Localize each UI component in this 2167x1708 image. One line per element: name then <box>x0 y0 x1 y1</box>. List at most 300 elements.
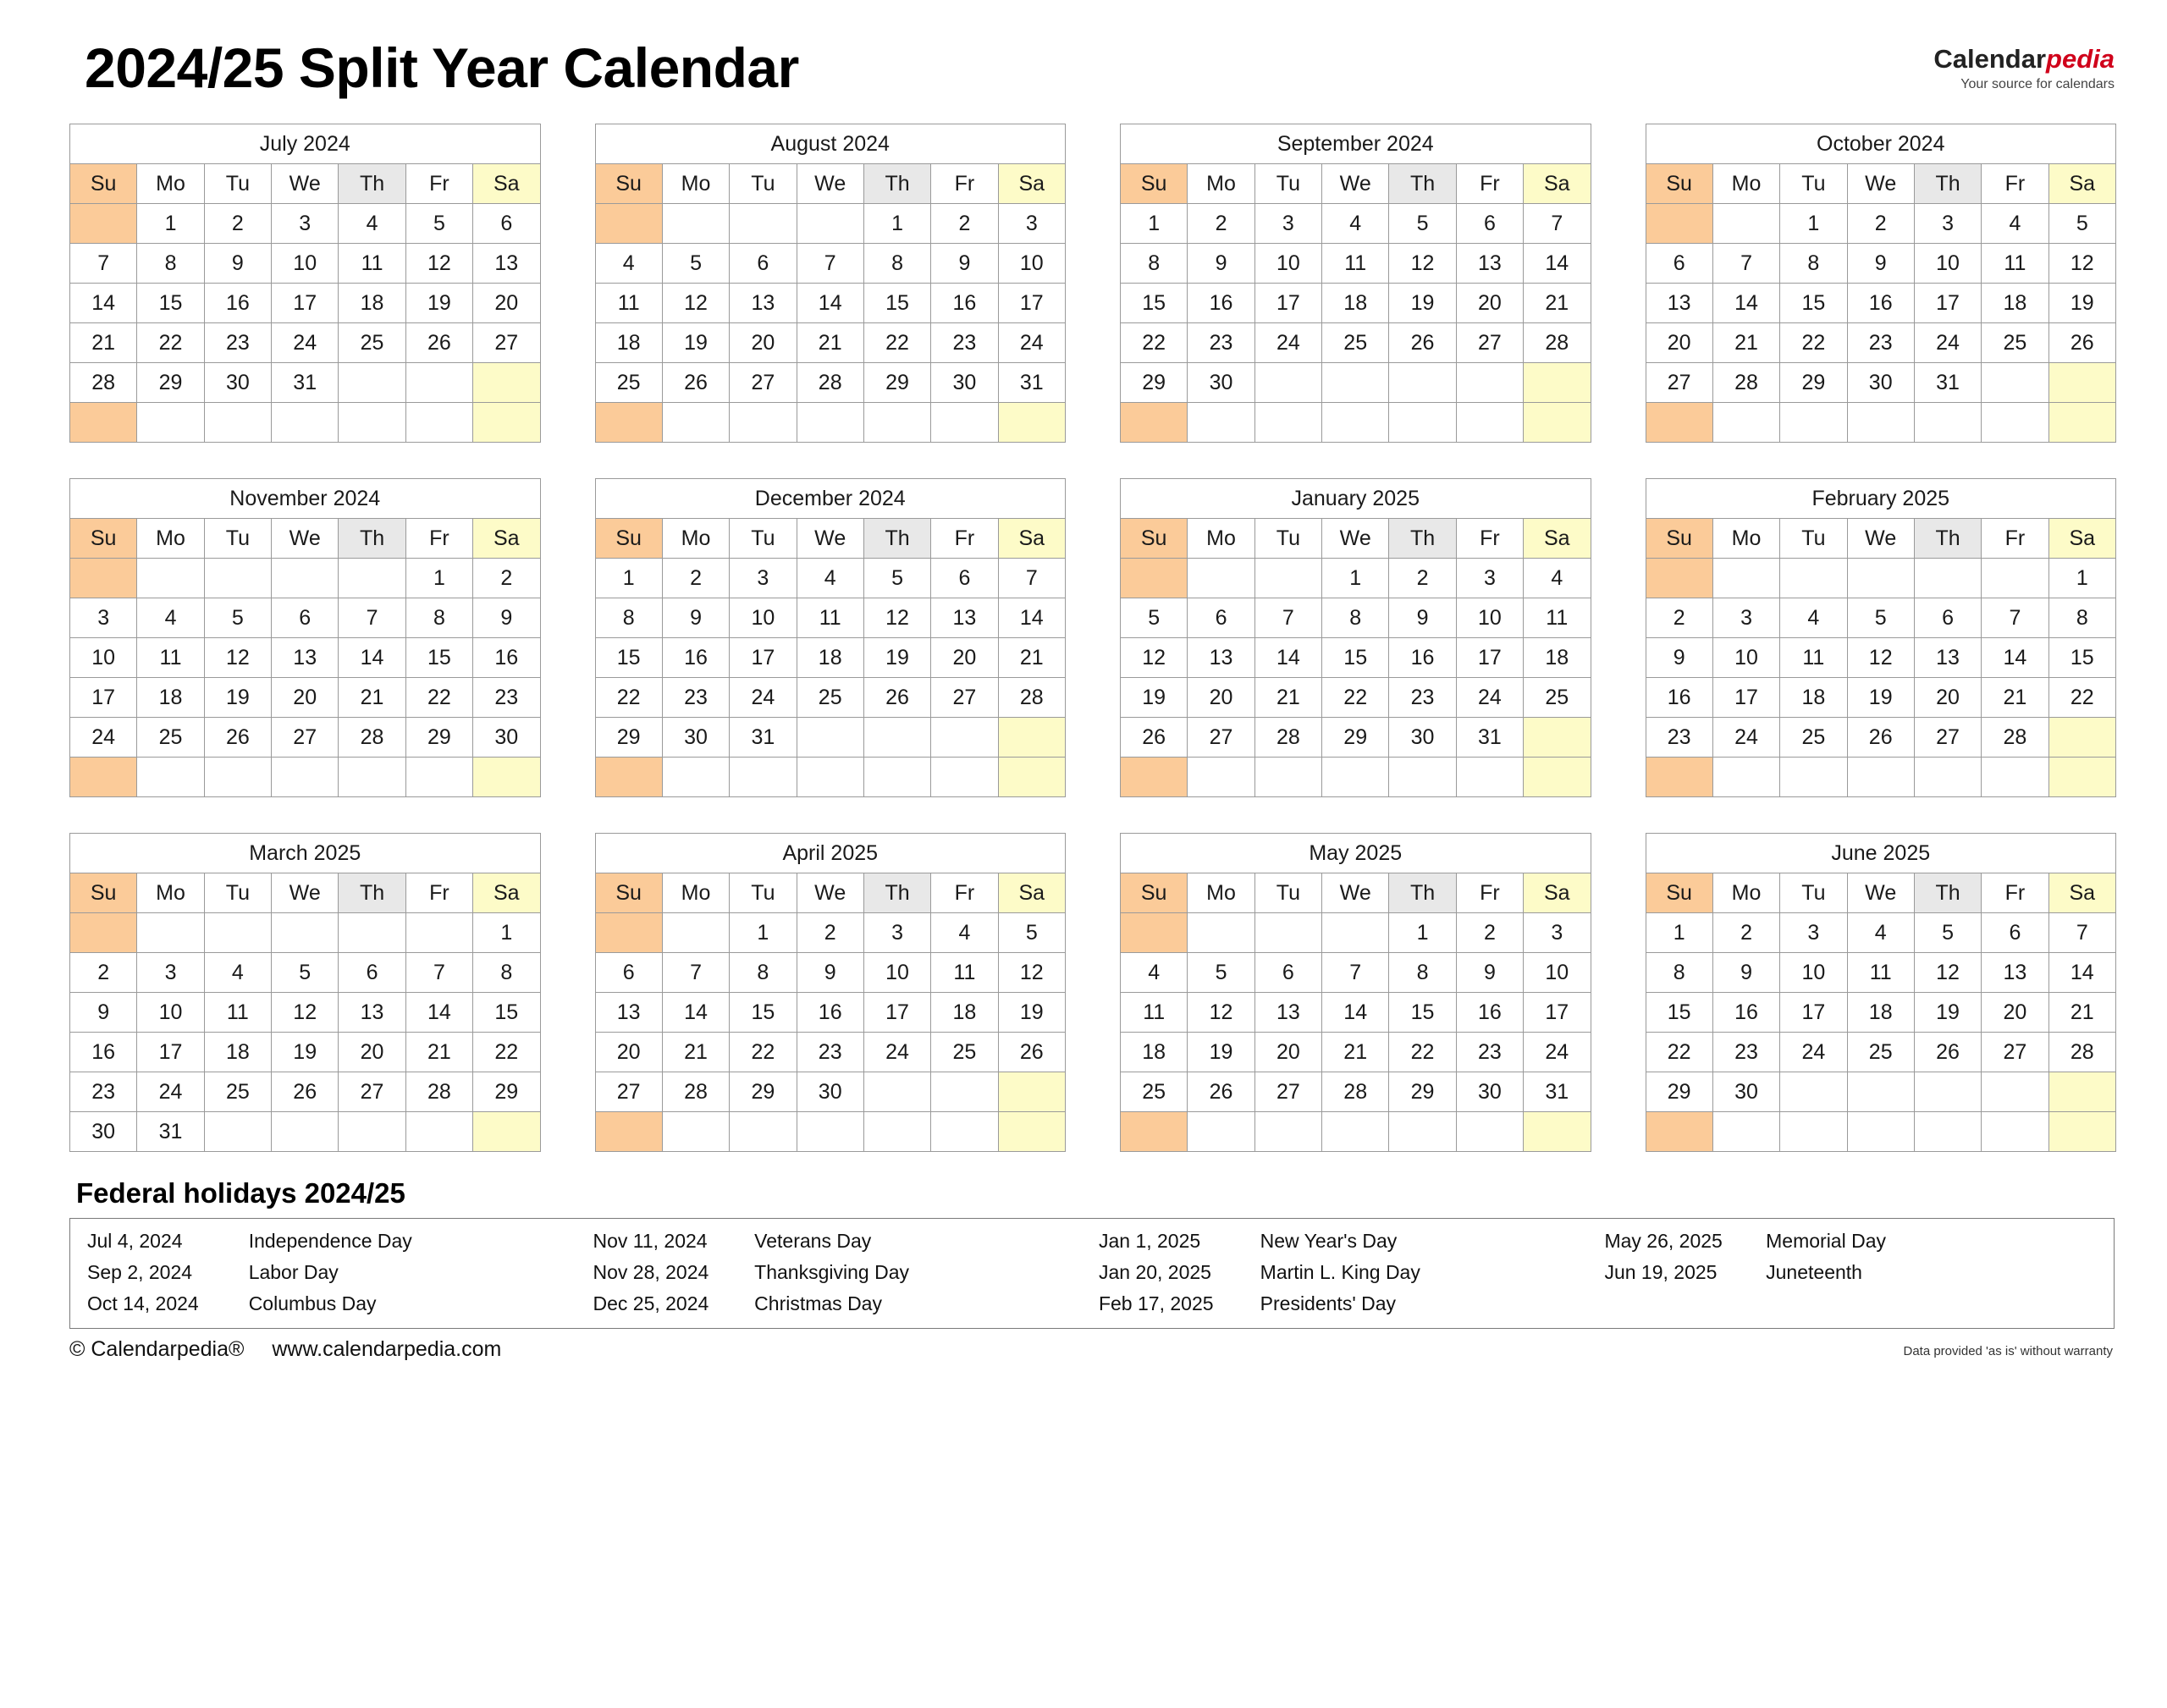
day-cell: 29 <box>1389 1072 1456 1112</box>
week-row <box>70 993 541 1033</box>
month-table <box>1646 478 2117 797</box>
day-cell: 2 <box>1456 913 1523 953</box>
day-cell: 5 <box>405 204 472 244</box>
day-cell-empty <box>1188 403 1254 443</box>
weekday-header-tu: Tu <box>730 164 797 204</box>
day-cell: 9 <box>204 244 271 284</box>
day-cell: 24 <box>1780 1033 1847 1072</box>
day-cell: 23 <box>1646 718 1712 758</box>
day-cell: 26 <box>1847 718 1914 758</box>
day-cell-empty <box>1389 1112 1456 1152</box>
day-cell: 15 <box>1389 993 1456 1033</box>
day-cell: 31 <box>730 718 797 758</box>
day-cell: 2 <box>1646 598 1712 638</box>
day-cell: 24 <box>998 323 1065 363</box>
day-cell-empty <box>595 758 662 797</box>
day-cell: 25 <box>137 718 204 758</box>
day-cell: 13 <box>931 598 998 638</box>
footer-disclaimer: Data provided 'as is' without warranty <box>1903 1344 2113 1358</box>
day-cell-empty <box>931 1112 998 1152</box>
day-cell: 26 <box>2048 323 2115 363</box>
day-cell-empty <box>70 204 137 244</box>
day-cell: 3 <box>1914 204 1981 244</box>
month-title: October 2024 <box>1646 124 2116 164</box>
day-cell: 19 <box>272 1033 339 1072</box>
day-cell-empty <box>204 758 271 797</box>
day-cell: 11 <box>137 638 204 678</box>
weekday-header-su: Su <box>1646 873 1712 913</box>
day-cell: 16 <box>662 638 729 678</box>
day-cell-empty <box>70 559 137 598</box>
day-cell: 11 <box>1847 953 1914 993</box>
day-cell-empty <box>137 758 204 797</box>
holiday-name: Memorial Day <box>1766 1230 1887 1252</box>
week-row <box>70 323 541 363</box>
day-cell-empty <box>1646 403 1712 443</box>
day-cell: 8 <box>595 598 662 638</box>
day-cell-empty <box>931 1072 998 1112</box>
week-row <box>70 244 541 284</box>
day-cell-empty <box>405 363 472 403</box>
weekday-header-mo: Mo <box>1188 164 1254 204</box>
week-row <box>595 403 1066 443</box>
weekday-header-we: We <box>1847 164 1914 204</box>
day-cell: 10 <box>272 244 339 284</box>
week-row <box>1121 559 1591 598</box>
day-cell-empty <box>595 204 662 244</box>
weekday-header-su: Su <box>595 873 662 913</box>
month-title: April 2025 <box>595 834 1066 873</box>
week-row <box>1121 718 1591 758</box>
day-cell: 2 <box>662 559 729 598</box>
day-cell-empty <box>863 403 930 443</box>
weekday-header-su: Su <box>1121 519 1188 559</box>
day-cell: 9 <box>1712 953 1779 993</box>
holiday-name: Christmas Day <box>754 1292 882 1314</box>
day-cell: 28 <box>70 363 137 403</box>
day-cell: 16 <box>1646 678 1712 718</box>
day-cell: 14 <box>1322 993 1389 1033</box>
day-cell: 19 <box>204 678 271 718</box>
day-cell: 28 <box>662 1072 729 1112</box>
week-row <box>70 363 541 403</box>
holiday-date: Nov 28, 2024 <box>593 1261 709 1283</box>
day-cell: 23 <box>70 1072 137 1112</box>
day-cell: 7 <box>405 953 472 993</box>
day-cell: 3 <box>272 204 339 244</box>
day-cell: 20 <box>272 678 339 718</box>
day-cell: 17 <box>863 993 930 1033</box>
day-cell: 6 <box>339 953 405 993</box>
weekday-header-we: We <box>1847 873 1914 913</box>
month-table <box>595 124 1067 443</box>
weekday-header-fr: Fr <box>1982 164 2048 204</box>
day-cell: 11 <box>1524 598 1591 638</box>
day-cell-empty <box>1188 758 1254 797</box>
day-cell-empty <box>204 403 271 443</box>
day-cell: 22 <box>137 323 204 363</box>
weekday-header-we: We <box>1847 519 1914 559</box>
day-cell: 20 <box>1188 678 1254 718</box>
month-block <box>595 124 1067 443</box>
day-cell-empty <box>863 718 930 758</box>
day-cell-empty <box>1389 403 1456 443</box>
weekday-header-sa: Sa <box>2048 519 2115 559</box>
weekday-header-we: We <box>1322 873 1389 913</box>
week-row <box>70 678 541 718</box>
week-row <box>1646 638 2116 678</box>
day-cell: 1 <box>137 204 204 244</box>
day-cell: 18 <box>1780 678 1847 718</box>
week-row <box>1646 758 2116 797</box>
day-cell: 13 <box>272 638 339 678</box>
day-cell-empty <box>339 758 405 797</box>
brand-tagline: Your source for calendars <box>1960 77 2115 91</box>
day-cell-empty <box>1121 403 1188 443</box>
day-cell: 28 <box>998 678 1065 718</box>
day-cell-empty <box>1524 363 1591 403</box>
day-cell: 15 <box>1322 638 1389 678</box>
weekday-header-su: Su <box>1121 164 1188 204</box>
day-cell: 27 <box>1254 1072 1321 1112</box>
holiday-date: Feb 17, 2025 <box>1098 1292 1214 1314</box>
weekday-header-tu: Tu <box>1254 164 1321 204</box>
day-cell-empty <box>931 758 998 797</box>
holiday-date <box>1597 1288 1759 1320</box>
day-cell-empty <box>595 403 662 443</box>
month-block <box>595 833 1067 1152</box>
day-cell: 21 <box>405 1033 472 1072</box>
weekday-header-sa: Sa <box>473 873 540 913</box>
holiday-name <box>1759 1288 2104 1320</box>
day-cell: 27 <box>1914 718 1981 758</box>
weekday-header-we: We <box>797 519 863 559</box>
month-block <box>69 124 541 443</box>
day-cell-empty <box>473 363 540 403</box>
day-cell: 27 <box>473 323 540 363</box>
day-cell: 20 <box>730 323 797 363</box>
day-cell: 13 <box>1914 638 1981 678</box>
week-row <box>1121 1033 1591 1072</box>
day-cell: 19 <box>662 323 729 363</box>
day-cell: 10 <box>1524 953 1591 993</box>
day-cell-empty <box>405 403 472 443</box>
day-cell: 13 <box>1254 993 1321 1033</box>
day-cell-empty <box>662 204 729 244</box>
day-cell-empty <box>405 758 472 797</box>
day-cell: 10 <box>998 244 1065 284</box>
day-cell-empty <box>998 1072 1065 1112</box>
month-title: November 2024 <box>70 479 541 519</box>
day-cell: 18 <box>339 284 405 323</box>
day-cell: 24 <box>863 1033 930 1072</box>
weekday-header-th: Th <box>1389 873 1456 913</box>
day-cell: 4 <box>339 204 405 244</box>
holiday-name: Juneteenth <box>1766 1261 1862 1283</box>
day-cell: 26 <box>1188 1072 1254 1112</box>
day-cell: 22 <box>405 678 472 718</box>
day-cell: 27 <box>730 363 797 403</box>
day-cell: 19 <box>2048 284 2115 323</box>
month-title: March 2025 <box>70 834 541 873</box>
week-row <box>1121 678 1591 718</box>
day-cell: 17 <box>70 678 137 718</box>
day-cell: 17 <box>1524 993 1591 1033</box>
week-row <box>70 1033 541 1072</box>
day-cell: 4 <box>1322 204 1389 244</box>
day-cell: 4 <box>595 244 662 284</box>
week-row <box>595 1112 1066 1152</box>
week-row <box>595 363 1066 403</box>
month-title: December 2024 <box>595 479 1066 519</box>
day-cell: 10 <box>1254 244 1321 284</box>
day-cell: 13 <box>730 284 797 323</box>
day-cell-empty <box>1254 1112 1321 1152</box>
day-cell: 15 <box>1780 284 1847 323</box>
day-cell: 2 <box>797 913 863 953</box>
weekday-header-tu: Tu <box>1780 164 1847 204</box>
day-cell: 29 <box>405 718 472 758</box>
day-cell-empty <box>797 403 863 443</box>
day-cell: 2 <box>931 204 998 244</box>
week-row <box>1121 638 1591 678</box>
week-row <box>595 284 1066 323</box>
day-cell: 18 <box>1982 284 2048 323</box>
day-cell: 8 <box>2048 598 2115 638</box>
day-cell: 5 <box>1188 953 1254 993</box>
day-cell-empty <box>272 403 339 443</box>
month-table <box>69 124 541 443</box>
day-cell: 27 <box>339 1072 405 1112</box>
day-cell: 25 <box>1322 323 1389 363</box>
month-block <box>1646 478 2117 797</box>
week-row <box>70 953 541 993</box>
day-cell: 2 <box>1712 913 1779 953</box>
week-row <box>1121 598 1591 638</box>
day-cell: 24 <box>1254 323 1321 363</box>
day-cell: 30 <box>1188 363 1254 403</box>
weekday-header-su: Su <box>595 519 662 559</box>
day-cell-empty <box>1322 363 1389 403</box>
day-cell: 17 <box>1914 284 1981 323</box>
week-row <box>1646 953 2116 993</box>
day-cell: 26 <box>1121 718 1188 758</box>
holiday-date: Dec 25, 2024 <box>593 1292 709 1314</box>
day-cell: 21 <box>797 323 863 363</box>
day-cell: 30 <box>473 718 540 758</box>
day-cell: 11 <box>1982 244 2048 284</box>
day-cell-empty <box>1914 403 1981 443</box>
day-cell: 7 <box>2048 913 2115 953</box>
day-cell: 17 <box>1780 993 1847 1033</box>
day-cell: 22 <box>863 323 930 363</box>
day-cell: 1 <box>2048 559 2115 598</box>
day-cell: 30 <box>931 363 998 403</box>
day-cell-empty <box>339 403 405 443</box>
day-cell: 6 <box>272 598 339 638</box>
weekday-header-sa: Sa <box>473 164 540 204</box>
week-row <box>70 758 541 797</box>
week-row <box>595 758 1066 797</box>
day-cell: 29 <box>1322 718 1389 758</box>
weekday-header-sa: Sa <box>998 873 1065 913</box>
day-cell: 25 <box>1847 1033 1914 1072</box>
day-cell: 9 <box>1456 953 1523 993</box>
day-cell: 25 <box>1524 678 1591 718</box>
day-cell: 3 <box>1780 913 1847 953</box>
day-cell: 12 <box>1847 638 1914 678</box>
day-cell: 16 <box>931 284 998 323</box>
day-cell-empty <box>1712 559 1779 598</box>
weekday-header-mo: Mo <box>1188 519 1254 559</box>
day-cell: 23 <box>931 323 998 363</box>
day-cell: 22 <box>1121 323 1188 363</box>
day-cell: 17 <box>730 638 797 678</box>
day-cell: 5 <box>662 244 729 284</box>
weekday-header-th: Th <box>863 519 930 559</box>
day-cell: 7 <box>1982 598 2048 638</box>
day-cell: 25 <box>1982 323 2048 363</box>
day-cell: 5 <box>1389 204 1456 244</box>
day-cell: 25 <box>1121 1072 1188 1112</box>
day-cell: 19 <box>1847 678 1914 718</box>
day-cell: 5 <box>272 953 339 993</box>
day-cell-empty <box>863 1112 930 1152</box>
day-cell: 10 <box>70 638 137 678</box>
day-cell: 14 <box>797 284 863 323</box>
weekday-header-th: Th <box>339 519 405 559</box>
day-cell: 15 <box>730 993 797 1033</box>
weekday-header-sa: Sa <box>998 519 1065 559</box>
holiday-row <box>80 1226 2104 1257</box>
holiday-name: Columbus Day <box>248 1292 377 1314</box>
day-cell-empty <box>2048 1112 2115 1152</box>
day-cell-empty <box>405 913 472 953</box>
day-cell-empty <box>662 913 729 953</box>
day-cell: 11 <box>595 284 662 323</box>
day-cell: 27 <box>1188 718 1254 758</box>
day-cell: 5 <box>1914 913 1981 953</box>
day-cell: 11 <box>1322 244 1389 284</box>
day-cell: 16 <box>1188 284 1254 323</box>
month-title: May 2025 <box>1121 834 1591 873</box>
day-cell-empty <box>1780 1072 1847 1112</box>
day-cell: 30 <box>204 363 271 403</box>
day-cell: 29 <box>137 363 204 403</box>
weekday-header-fr: Fr <box>1456 164 1523 204</box>
day-cell-empty <box>931 718 998 758</box>
day-cell: 26 <box>204 718 271 758</box>
day-cell: 3 <box>137 953 204 993</box>
day-cell: 19 <box>863 638 930 678</box>
weekday-header-mo: Mo <box>662 164 729 204</box>
weekday-header-th: Th <box>1389 519 1456 559</box>
day-cell: 22 <box>473 1033 540 1072</box>
weekday-header-sa: Sa <box>1524 519 1591 559</box>
day-cell: 19 <box>1914 993 1981 1033</box>
day-cell: 9 <box>1188 244 1254 284</box>
day-cell: 12 <box>272 993 339 1033</box>
weekday-header-th: Th <box>1914 519 1981 559</box>
day-cell: 8 <box>473 953 540 993</box>
day-cell: 24 <box>1914 323 1981 363</box>
day-cell: 1 <box>595 559 662 598</box>
holiday-date: Jun 19, 2025 <box>1604 1261 1718 1283</box>
week-row <box>70 559 541 598</box>
day-cell: 6 <box>730 244 797 284</box>
day-cell: 22 <box>595 678 662 718</box>
week-row <box>595 638 1066 678</box>
weekday-header-tu: Tu <box>204 519 271 559</box>
day-cell: 12 <box>1188 993 1254 1033</box>
month-table <box>1646 833 2117 1152</box>
day-cell: 28 <box>1712 363 1779 403</box>
day-cell-empty <box>473 1112 540 1152</box>
day-cell: 15 <box>1646 993 1712 1033</box>
day-cell: 24 <box>137 1072 204 1112</box>
week-row <box>70 1072 541 1112</box>
day-cell-empty <box>1712 758 1779 797</box>
day-cell-empty <box>998 758 1065 797</box>
weekday-header-su: Su <box>70 873 137 913</box>
day-cell: 13 <box>473 244 540 284</box>
month-block <box>1646 124 2117 443</box>
weekday-header-su: Su <box>595 164 662 204</box>
weekday-header-sa: Sa <box>1524 164 1591 204</box>
footer-url[interactable]: www.calendarpedia.com <box>272 1337 502 1361</box>
day-cell: 17 <box>1456 638 1523 678</box>
month-table <box>595 478 1067 797</box>
week-row <box>1646 1112 2116 1152</box>
day-cell-empty <box>998 403 1065 443</box>
holidays-table <box>80 1226 2104 1320</box>
week-row <box>70 638 541 678</box>
weekday-header-mo: Mo <box>1712 164 1779 204</box>
holiday-date: Sep 2, 2024 <box>87 1261 193 1283</box>
day-cell-empty <box>1456 758 1523 797</box>
day-cell: 29 <box>595 718 662 758</box>
holidays-box <box>69 1218 2115 1329</box>
day-cell-empty <box>473 758 540 797</box>
day-cell: 9 <box>1847 244 1914 284</box>
day-cell: 10 <box>730 598 797 638</box>
day-cell: 3 <box>730 559 797 598</box>
day-cell-empty <box>339 1112 405 1152</box>
month-title: January 2025 <box>1121 479 1591 519</box>
day-cell: 27 <box>595 1072 662 1112</box>
day-cell-empty <box>1389 363 1456 403</box>
month-block <box>1646 833 2117 1152</box>
day-cell: 21 <box>998 638 1065 678</box>
weekday-header-tu: Tu <box>1254 519 1321 559</box>
day-cell-empty <box>1121 758 1188 797</box>
day-cell: 4 <box>797 559 863 598</box>
day-cell: 21 <box>1982 678 2048 718</box>
day-cell: 20 <box>1646 323 1712 363</box>
day-cell: 8 <box>405 598 472 638</box>
month-title: July 2024 <box>70 124 541 164</box>
day-cell: 16 <box>473 638 540 678</box>
day-cell: 28 <box>1982 718 2048 758</box>
day-cell-empty <box>1524 403 1591 443</box>
month-table <box>1120 478 1591 797</box>
day-cell: 24 <box>1524 1033 1591 1072</box>
weekday-header-we: We <box>272 873 339 913</box>
day-cell-empty <box>595 1112 662 1152</box>
week-row <box>1646 204 2116 244</box>
day-cell: 26 <box>1389 323 1456 363</box>
day-cell-empty <box>137 403 204 443</box>
